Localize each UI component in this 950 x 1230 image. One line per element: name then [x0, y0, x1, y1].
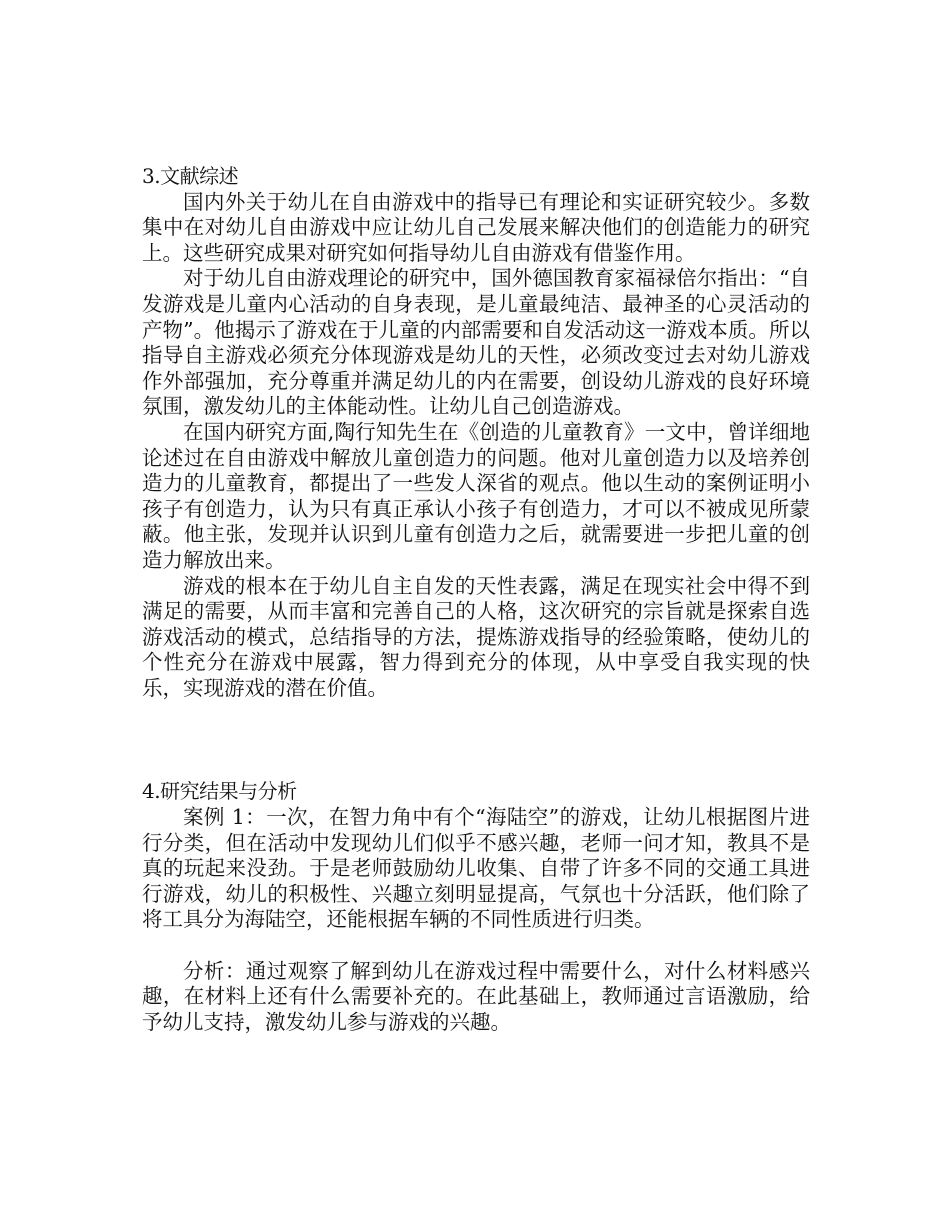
- paragraph-froebel: 对于幼儿自由游戏理论的研究中，国外德国教育家福禄倍尔指出：“自发游戏是儿童内心活动的自身表现，是儿童最纯洁、最神圣的心灵活动的产物”。他揭示了游戏在于儿童的内部需要和自发活动这一游戏本质。所以指导自主游戏必须充分体现游戏是幼儿的天性，必须改变过去对幼儿游戏作外部强加，充分尊重并满足幼儿的内在需要，创设幼儿游戏的良好环境氛围，激发幼儿的主体能动性。让幼儿自己创造游戏。: [142, 266, 810, 419]
- section-literature-review: [142, 164, 810, 701]
- section-results-analysis: [142, 779, 810, 1035]
- paragraph-overview: 国内外关于幼儿在自由游戏中的指导已有理论和实证研究较少。多数集中在对幼儿自由游戏中应让幼儿自己发展来解决他们的创造能力的研究上。这些研究成果对研究如何指导幼儿自由游戏有借鉴作用。: [142, 189, 810, 265]
- paragraph-game-essence: 游戏的根本在于幼儿自主自发的天性表露，满足在现实社会中得不到满足的需要，从而丰富和完善自己的人格，这次研究的宗旨就是探索自选游戏活动的模式，总结指导的方法，提炼游戏指导的经验策略，使幼儿的个性充分在游戏中展露，智力得到充分的体现，从中享受自我实现的快乐，实现游戏的潜在价值。: [142, 573, 810, 700]
- paragraph-case-1: 案例 1：一次，在智力角中有个“海陆空”的游戏，让幼儿根据图片进行分类，但在活动中发现幼儿们似乎不感兴趣，老师一问才知，教具不是真的玩起来没劲。于是老师鼓励幼儿收集、自带了许多不同的交通工具进行游戏，幼儿的积极性、兴趣立刻明显提高，气氛也十分活跃，他们除了将工具分为海陆空，还能根据车辆的不同性质进行归类。: [142, 805, 810, 932]
- document-page: [142, 164, 810, 1035]
- paragraph-spacer: [142, 933, 810, 959]
- paragraph-tao-xingzhi: 在国内研究方面,陶行知先生在《创造的儿童教育》一文中，曾详细地论述过在自由游戏中解放儿童创造力的问题。他对儿童创造力以及培养创造力的儿童教育，都提出了一些发人深省的观点。他以生动的案例证明小孩子有创造力，认为只有真正承认小孩子有创造力，才可以不被成见所蒙蔽。他主张，发现并认识到儿童有创造力之后，就需要进一步把儿童的创造力解放出来。: [142, 419, 810, 572]
- section-heading-results-analysis: 4.研究结果与分析: [142, 779, 297, 804]
- paragraph-analysis: 分析：通过观察了解到幼儿在游戏过程中需要什么，对什么材料感兴趣，在材料上还有什么需要补充的。在此基础上，教师通过言语激励，给予幼儿支持，激发幼儿参与游戏的兴趣。: [142, 958, 810, 1034]
- section-heading-literature-review: 3.文献综述: [142, 164, 239, 188]
